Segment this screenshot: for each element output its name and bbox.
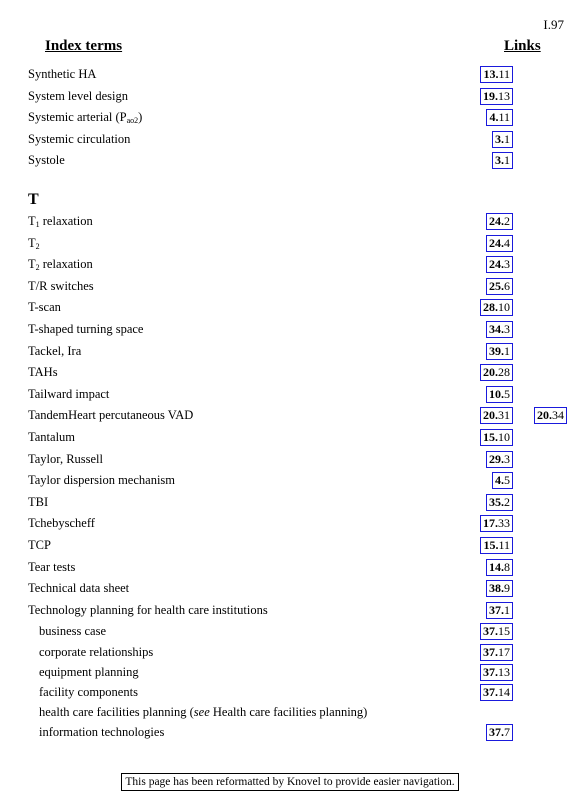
index-entry xyxy=(0,494,581,512)
index-term: business case xyxy=(39,624,106,639)
page-link[interactable]: 19.13 xyxy=(480,88,513,105)
section-letter: T xyxy=(28,191,39,208)
page-link[interactable]: 20.31 xyxy=(480,407,513,424)
page-link[interactable]: 24.4 xyxy=(486,235,513,252)
page-link[interactable]: 25.6 xyxy=(486,278,513,295)
index-term: T/R switches xyxy=(28,278,94,293)
index-term: TCP xyxy=(28,538,51,552)
index-term: Technology planning for health care institutions xyxy=(28,602,268,617)
index-entry xyxy=(0,152,581,170)
index-entry xyxy=(0,364,581,382)
index-term: Systemic circulation xyxy=(28,131,131,146)
index-entry xyxy=(0,109,581,127)
page-link[interactable]: 35.2 xyxy=(486,494,513,511)
index-entry xyxy=(0,131,581,149)
page-link[interactable]: 3.1 xyxy=(492,131,513,148)
index-entry xyxy=(0,343,581,361)
index-entry xyxy=(0,451,581,469)
page-link[interactable]: 28.10 xyxy=(480,299,513,316)
index-term: corporate relationships xyxy=(39,644,154,659)
index-term: $T_1$ relaxation xyxy=(28,214,93,229)
page-link[interactable]: 10.5 xyxy=(486,386,513,403)
index-entry xyxy=(0,724,581,742)
page-link[interactable]: 24.3 xyxy=(486,256,513,273)
index-entry xyxy=(0,623,581,641)
index-term: $T_2$ xyxy=(28,235,40,251)
index-term: $T_2$ relaxation xyxy=(28,257,93,273)
page-link[interactable]: 13.11 xyxy=(480,66,513,83)
index-entry xyxy=(0,515,581,533)
page-link[interactable]: 3.1 xyxy=(492,152,513,169)
index-entry xyxy=(0,88,581,106)
page-link[interactable]: 15.10 xyxy=(480,429,513,446)
index-entry xyxy=(0,278,581,296)
page-link[interactable]: 29.3 xyxy=(486,451,513,468)
index-entry xyxy=(0,256,581,274)
index-term: Systemic arterial $(P_{ao2})$ xyxy=(28,110,143,125)
index-entry xyxy=(0,299,581,317)
index-term: TAHs xyxy=(28,365,58,380)
page-link[interactable]: 20.28 xyxy=(480,364,513,381)
index-entry xyxy=(0,66,581,84)
index-term: Tackel, Ira xyxy=(28,343,82,358)
index-entry xyxy=(0,213,581,231)
index-entry xyxy=(0,407,581,425)
index-term: Taylor, Russell xyxy=(28,451,104,466)
index-entry xyxy=(0,429,581,447)
index-term: Tear tests xyxy=(28,559,76,574)
page-link[interactable]: 4.11 xyxy=(486,109,513,126)
page-link[interactable]: 34.3 xyxy=(486,321,513,338)
page-link[interactable]: 37.1 xyxy=(486,602,513,619)
index-entry xyxy=(0,644,581,662)
index-entry xyxy=(0,704,581,722)
index-entry xyxy=(0,559,581,577)
index-term: Synthetic HA xyxy=(28,67,97,81)
page-link[interactable]: 20.34 xyxy=(534,407,567,424)
index-entry xyxy=(0,684,581,702)
index-entry xyxy=(0,602,581,620)
index-term: Tantalum xyxy=(28,430,76,444)
page-link[interactable]: 17.33 xyxy=(480,515,513,532)
index-term: Systole xyxy=(28,153,65,167)
index-entry xyxy=(0,321,581,339)
knovel-footer-note: This page has been reformatted by Knovel to provide easier navigation. xyxy=(121,773,459,791)
index-entry xyxy=(0,664,581,682)
links-header: Links xyxy=(504,38,541,54)
page-number: I.97 xyxy=(543,17,564,32)
page-link[interactable]: 37.15 xyxy=(480,623,513,640)
index-entry xyxy=(0,580,581,598)
index-term: TandemHeart percutaneous VAD xyxy=(28,408,194,423)
index-term: health care facilities planning (see Health care facilities planning) xyxy=(39,704,368,719)
index-entry xyxy=(0,537,581,555)
page-link[interactable]: 38.9 xyxy=(486,580,513,597)
index-term: Technical data sheet xyxy=(28,581,130,596)
index-term: T-scan xyxy=(28,300,61,315)
page-link[interactable]: 37.13 xyxy=(480,664,513,681)
page-link[interactable]: 14.8 xyxy=(486,559,513,576)
index-term: TBI xyxy=(28,494,49,509)
index-term: information technologies xyxy=(39,724,165,739)
index-term: System level design xyxy=(28,88,128,103)
index-term: Tailward impact xyxy=(28,386,110,401)
index-terms-header: Index terms xyxy=(45,38,123,54)
index-entry xyxy=(0,235,581,253)
page-link[interactable]: 24.2 xyxy=(486,213,513,230)
page-link[interactable]: 4.5 xyxy=(492,472,513,489)
index-term: equipment planning xyxy=(39,664,139,679)
index-term: T-shaped turning space xyxy=(28,322,144,336)
index-entry xyxy=(0,386,581,404)
index-term: Tchebyscheff xyxy=(28,516,95,531)
index-entry xyxy=(0,472,581,490)
index-term: Taylor dispersion mechanism xyxy=(28,473,176,488)
page-link[interactable]: 39.1 xyxy=(486,343,513,360)
page-link[interactable]: 15.11 xyxy=(480,537,513,554)
page-link[interactable]: 37.7 xyxy=(486,724,513,741)
page-link[interactable]: 37.14 xyxy=(480,684,513,701)
page-link[interactable]: 37.17 xyxy=(480,644,513,661)
index-term: facility components xyxy=(39,684,138,699)
